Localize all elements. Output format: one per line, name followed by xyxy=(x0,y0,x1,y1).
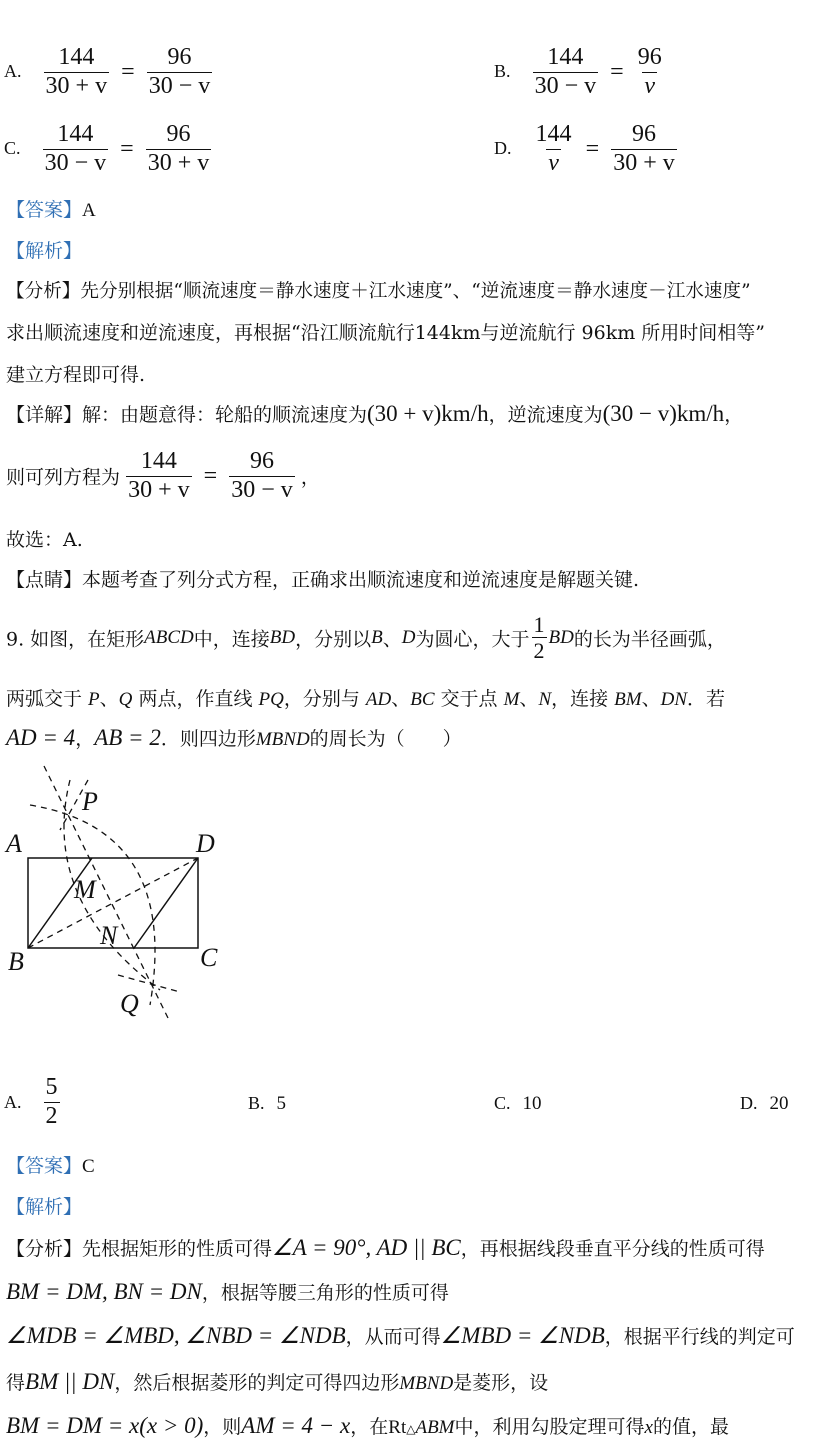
line-pq xyxy=(44,766,168,1018)
fraction-right xyxy=(147,44,213,100)
fenxi-text: ，从而可得 xyxy=(345,1326,441,1348)
label-d: D xyxy=(196,829,215,858)
option-label: A. xyxy=(4,1091,22,1112)
denominator: 30 + v xyxy=(45,72,108,99)
stem-math: N xyxy=(538,689,552,710)
denominator: 30 − v xyxy=(231,476,293,503)
q8-analysis-tag: 【解析】 xyxy=(6,240,83,262)
q9-answer xyxy=(6,1151,95,1178)
given-ab: AB = 2 xyxy=(94,725,161,750)
stem-text: 的长为半径画弧， xyxy=(573,628,726,651)
label-n: N xyxy=(100,921,118,950)
equals-sign: = xyxy=(610,58,624,85)
q9-analysis-tag: 【解析】 xyxy=(6,1196,83,1218)
answer-tag: 【答案】 xyxy=(6,199,83,221)
stem-text: 为圆心，大于 xyxy=(415,628,530,651)
stem-math: AD xyxy=(365,689,392,710)
numerator: 96 xyxy=(167,44,192,70)
stem-math: P xyxy=(88,689,100,710)
label-a: A xyxy=(6,829,22,858)
equation-left-fraction xyxy=(126,448,192,504)
label-m: M xyxy=(74,875,96,904)
q8-option-c xyxy=(4,121,211,177)
fraction-left xyxy=(534,121,574,177)
denominator: 30 − v xyxy=(44,149,107,176)
stem-text: 、 xyxy=(519,688,539,710)
denominator: 2 xyxy=(45,1102,58,1129)
fenxi-math: BM || DN xyxy=(25,1369,115,1394)
eq-prefix: 则可列方程为 xyxy=(6,466,121,489)
answer-tag: 【答案】 xyxy=(6,1155,83,1177)
answer-value: C xyxy=(82,1156,95,1177)
stem-text: 、 xyxy=(641,688,661,710)
option-label: A. xyxy=(4,61,22,82)
fenxi-text: ，则 xyxy=(203,1416,242,1438)
fenxi-text: ，根据等腰三角形的性质可得 xyxy=(201,1282,449,1304)
denominator: 30 + v xyxy=(613,149,675,176)
stem-text: 交于点 xyxy=(434,688,504,710)
xiangjie-end: ， xyxy=(724,404,744,426)
fraction-left xyxy=(43,121,109,177)
stem-text: ．则四边形 xyxy=(160,728,256,750)
fenxi-text: ，然后根据菱形的判定可得四边形 xyxy=(114,1372,400,1394)
fenxi-text: 【分析】先根据矩形的性质可得 xyxy=(6,1238,273,1260)
stem-math: MBND xyxy=(255,729,310,750)
fenxi-math: Rt xyxy=(388,1417,407,1438)
q8-fenxi-line1: 【分析】先分别根据“顺流速度＝静水速度＋江水速度”、“逆流速度＝静水速度－江水速度” xyxy=(6,281,751,302)
stem-math: BD xyxy=(269,626,296,648)
stem-text: 中，连接 xyxy=(193,628,270,651)
numerator: 5 xyxy=(45,1074,58,1100)
stem-text: 两弧交于 xyxy=(6,688,89,710)
fenxi-math: ∠MDB = ∠MBD, ∠NBD = ∠NDB xyxy=(6,1323,346,1348)
fenxi-math: BM = DM, BN = DN xyxy=(6,1279,202,1304)
label-p: P xyxy=(82,787,98,816)
numerator: 144 xyxy=(57,121,94,147)
fraction-right xyxy=(636,44,664,100)
numerator: 144 xyxy=(58,44,95,70)
denominator: 30 + v xyxy=(147,149,210,176)
equals-sign: = xyxy=(203,462,218,489)
denominator: 30 − v xyxy=(148,72,211,99)
fraction-right xyxy=(146,121,212,177)
q8-option-a xyxy=(4,44,212,100)
q9-option-c xyxy=(494,1092,542,1115)
fenxi-text: 中，利用勾股定理可得 xyxy=(454,1416,645,1438)
q9-option-d xyxy=(740,1092,789,1115)
stem-text: ，分别与 xyxy=(283,688,366,710)
option-a-fraction xyxy=(44,1074,60,1130)
denominator: 30 + v xyxy=(128,476,190,503)
denominator: v xyxy=(548,149,559,176)
q9-fenxi-line1 xyxy=(6,1234,765,1261)
fenxi-math: x xyxy=(644,1417,653,1438)
fenxi-text: ，根据平行线的判定可 xyxy=(604,1326,795,1348)
q9-option-a xyxy=(4,1074,60,1130)
q9-stem-line3 xyxy=(6,724,462,751)
given-ad: AD = 4 xyxy=(6,725,76,750)
stem-math: DN xyxy=(660,689,688,710)
fenxi-text: 得 xyxy=(6,1372,26,1394)
q8-xiangjie-line xyxy=(6,400,743,427)
downstream-speed: (30 + v)km/h xyxy=(367,401,489,426)
xiangjie-text: 【详解】解：由题意得：轮船的顺流速度为 xyxy=(6,404,368,426)
stem-math: BM xyxy=(614,689,642,710)
denominator: 30 − v xyxy=(534,72,597,99)
fenxi-math: MBND xyxy=(399,1373,454,1394)
fenxi-math: AM = 4 − x xyxy=(241,1413,351,1438)
q9-option-b xyxy=(248,1092,286,1115)
fenxi-math: ∠MBD = ∠NDB xyxy=(440,1323,605,1348)
q9-fenxi-line2 xyxy=(6,1278,449,1305)
q9-fenxi-line4 xyxy=(6,1368,548,1395)
fenxi-text: ，再根据线段垂直平分线的性质可得 xyxy=(460,1238,765,1260)
one-half-fraction xyxy=(532,612,547,664)
stem-text: ．若 xyxy=(687,688,726,710)
stem-text: 、 xyxy=(391,688,411,710)
option-label: B. xyxy=(494,61,511,82)
fenxi-math: ∠A = 90°, AD || BC xyxy=(272,1235,461,1260)
stem-math: M xyxy=(503,689,520,710)
fenxi-text: 的值，最 xyxy=(652,1416,729,1438)
numerator: 96 xyxy=(166,121,191,147)
option-label: D. xyxy=(494,138,512,159)
q9-stem-line1 xyxy=(6,612,726,664)
stem-math: Q xyxy=(118,689,133,710)
q8-dianjing: 【点睛】本题考查了列分式方程，正确求出顺流速度和逆流速度是解题关键. xyxy=(6,569,640,591)
fraction-left xyxy=(44,44,110,100)
answer-value: A xyxy=(82,200,96,221)
stem-text: ， xyxy=(75,728,95,750)
q8-option-b xyxy=(494,44,664,100)
fenxi-text: ，在 xyxy=(350,1416,389,1438)
stem-text: 、 xyxy=(99,688,119,710)
q9-fenxi-line5 xyxy=(6,1412,729,1439)
equals-sign: = xyxy=(121,58,135,85)
q8-fenxi-line2: 求出顺流速度和逆流速度，再根据“沿江顺流航行144km与逆流航行 96km 所用时间相等” xyxy=(6,322,766,344)
stem-text: ，连接 xyxy=(551,688,615,710)
arc-from-d xyxy=(30,805,155,1005)
numerator: 96 xyxy=(637,44,662,70)
numerator: 96 xyxy=(631,121,656,147)
q8-fenxi-line3: 建立方程即可得. xyxy=(6,364,146,386)
q8-equation-line xyxy=(6,448,320,504)
q8-option-d xyxy=(494,121,677,177)
stem-text: 、 xyxy=(382,628,402,651)
numerator: 144 xyxy=(535,121,572,147)
segment-dn xyxy=(134,858,198,948)
stem-math: B xyxy=(371,626,383,648)
numerator: 1 xyxy=(533,612,545,637)
fraction-left xyxy=(533,44,599,100)
numerator: 144 xyxy=(140,448,177,474)
stem-math: BD xyxy=(548,626,574,648)
q9-stem-line2 xyxy=(6,684,725,711)
triangle-symbol: △ xyxy=(406,1422,416,1436)
option-label: D. xyxy=(740,1093,758,1113)
equals-sign: = xyxy=(585,135,600,162)
stem-math: PQ xyxy=(258,689,284,710)
upstream-speed: (30 − v)km/h xyxy=(602,401,725,426)
stem-math: ABCD xyxy=(144,626,194,648)
denominator: v xyxy=(644,72,656,99)
rectangle-construction-figure xyxy=(0,760,240,1030)
option-value: 10 xyxy=(522,1093,542,1114)
option-value: 20 xyxy=(769,1093,789,1114)
option-label: C. xyxy=(4,138,21,159)
fenxi-math: BM = DM = x(x > 0) xyxy=(6,1413,204,1438)
stem-math: D xyxy=(401,626,416,648)
eq-suffix: ， xyxy=(300,466,320,489)
xiangjie-mid: ，逆流速度为 xyxy=(488,404,603,426)
equation-right-fraction xyxy=(229,448,295,504)
stem-text: 的周长为（ ） xyxy=(309,728,462,750)
fenxi-math: ABM xyxy=(415,1417,455,1438)
option-value: 5 xyxy=(276,1093,287,1114)
option-label: B. xyxy=(248,1093,265,1113)
q8-choose: 故选：A. xyxy=(6,529,83,551)
label-q: Q xyxy=(120,989,139,1018)
stem-math: BC xyxy=(410,689,435,710)
label-b: B xyxy=(8,947,24,976)
fraction-right xyxy=(611,121,677,177)
q9-fenxi-line3 xyxy=(6,1322,795,1349)
numerator: 144 xyxy=(547,44,584,70)
stem-text: 两点，作直线 xyxy=(132,688,259,710)
denominator: 2 xyxy=(533,638,545,664)
numerator: 96 xyxy=(250,448,275,474)
fenxi-text: 是菱形，设 xyxy=(453,1372,549,1394)
label-c: C xyxy=(200,943,218,972)
q8-answer xyxy=(6,195,96,222)
equals-sign: = xyxy=(120,135,134,162)
stem-text: 9. 如图，在矩形 xyxy=(6,628,145,651)
option-label: C. xyxy=(494,1093,511,1113)
stem-text: ，分别以 xyxy=(295,628,372,651)
